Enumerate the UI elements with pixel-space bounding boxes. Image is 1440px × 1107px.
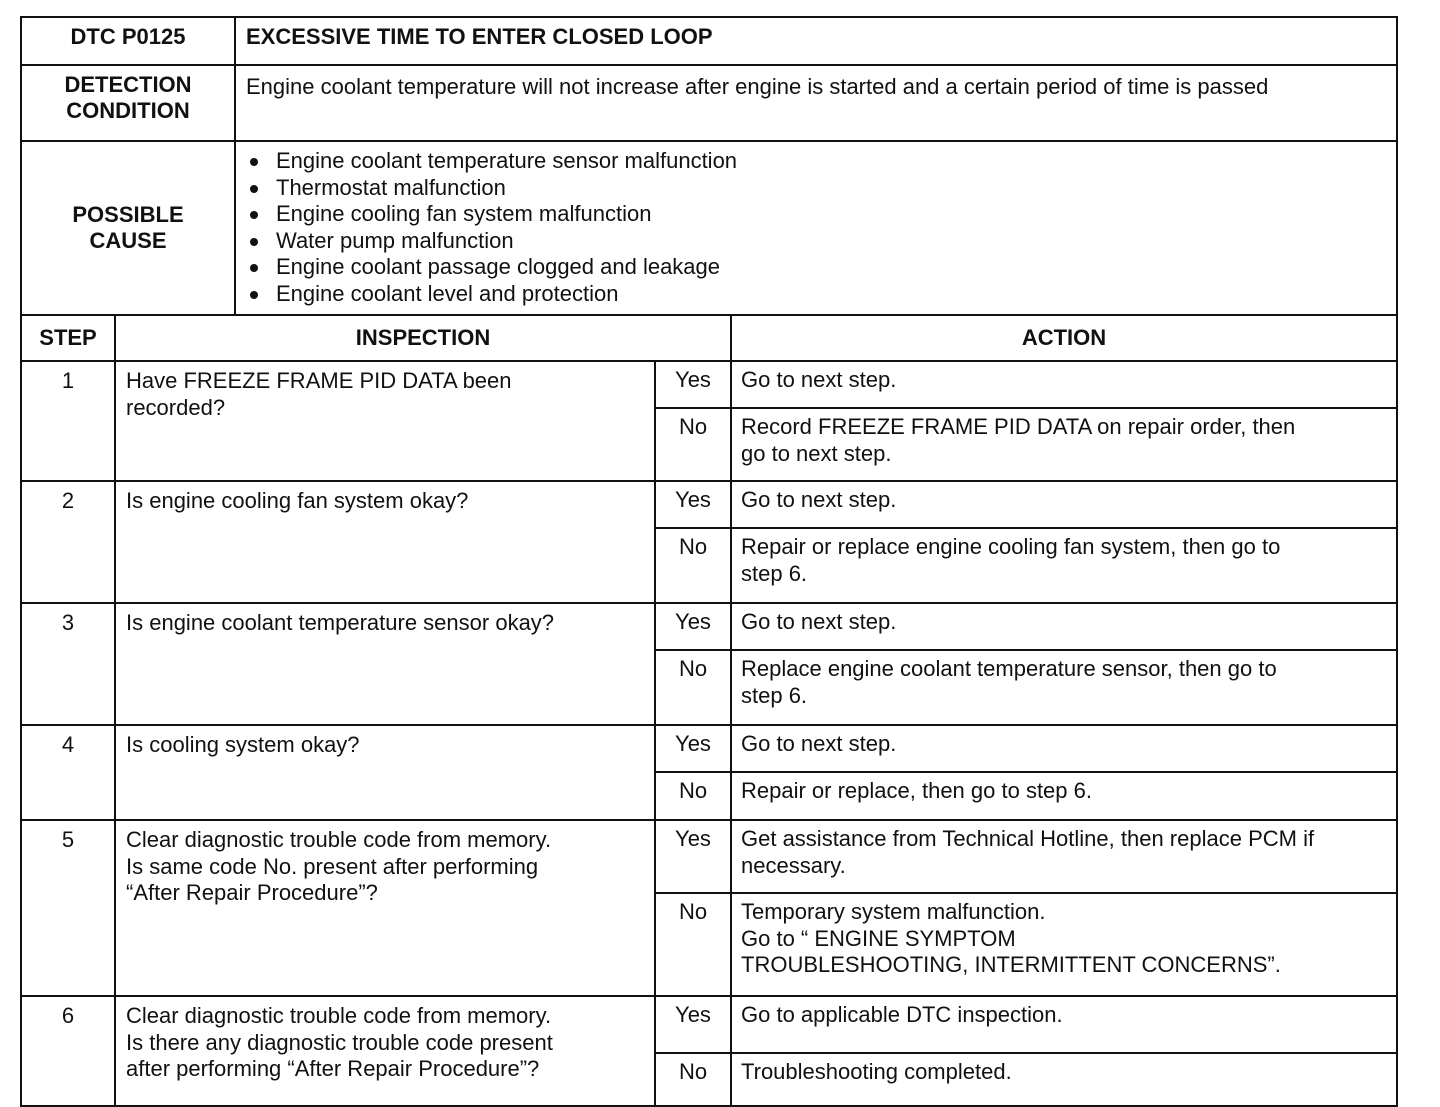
step-row-yes (21, 481, 1397, 528)
step-number: 1 (21, 361, 115, 481)
dtc-header-table (20, 16, 1398, 316)
text-line: Temporary system malfunction. (741, 899, 1046, 924)
cause-item: Engine cooling fan system malfunction (246, 201, 1396, 228)
text-line: go to next step. (741, 440, 892, 466)
inspection-column-header: INSPECTION (115, 315, 731, 361)
step-inspection (115, 481, 655, 603)
cause-label (21, 141, 235, 315)
step-row-yes (21, 725, 1397, 772)
detection-label-line1: DETECTION (64, 72, 192, 97)
text-line: Go to next step. (741, 609, 897, 634)
text-line: Repair or replace, then go to step 6. (741, 778, 1092, 803)
no-label: No (655, 893, 731, 996)
text-line: Go to applicable DTC inspection. (741, 1002, 1063, 1027)
yes-action (731, 481, 1397, 528)
cause-label-line1: POSSIBLE (72, 202, 184, 227)
yes-label: Yes (655, 820, 731, 893)
text-line: Is engine cooling fan system okay? (126, 488, 469, 513)
text-line: Is same code No. present after performing (126, 853, 539, 879)
no-action (731, 772, 1397, 820)
cause-label-line2: CAUSE (89, 228, 167, 253)
step-row-yes (21, 361, 1397, 408)
step-inspection (115, 725, 655, 820)
cause-item: Engine coolant temperature sensor malfunction (246, 148, 1396, 175)
step-row-yes (21, 996, 1397, 1053)
detection-label (21, 65, 235, 141)
step-inspection (115, 603, 655, 725)
no-action (731, 893, 1397, 996)
step-column-header: STEP (21, 315, 115, 361)
text-line: TROUBLESHOOTING, INTERMITTENT CONCERNS”. (741, 952, 1281, 977)
step-row-yes (21, 603, 1397, 650)
step-number: 5 (21, 820, 115, 996)
text-line: Record FREEZE FRAME PID DATA on repair order, then (741, 414, 1296, 439)
dtc-title: EXCESSIVE TIME TO ENTER CLOSED LOOP (235, 17, 1397, 65)
text-line: “After Repair Procedure”? (126, 880, 378, 905)
step-number: 3 (21, 603, 115, 725)
detection-text: Engine coolant temperature will not increase after engine is started and a certain period of time is passed (235, 65, 1397, 141)
step-inspection (115, 996, 655, 1106)
yes-label: Yes (655, 725, 731, 772)
text-line: Clear diagnostic trouble code from memory. (126, 1003, 552, 1028)
steps-table-body (20, 360, 1398, 1107)
text-line: Have FREEZE FRAME PID DATA been (126, 368, 512, 393)
yes-action (731, 725, 1397, 772)
text-line: Repair or replace engine cooling fan system, then go to (741, 534, 1281, 559)
cause-item: Water pump malfunction (246, 228, 1396, 255)
cause-item: Engine coolant passage clogged and leakage (246, 254, 1396, 281)
text-line: Is there any diagnostic trouble code present (126, 1029, 553, 1055)
yes-label: Yes (655, 996, 731, 1053)
step-number: 4 (21, 725, 115, 820)
text-line: step 6. (741, 560, 808, 586)
dtc-title-row (21, 17, 1397, 65)
no-action (731, 1053, 1397, 1106)
yes-label: Yes (655, 361, 731, 408)
no-label: No (655, 528, 731, 603)
step-inspection (115, 820, 655, 996)
text-line: Is engine coolant temperature sensor okay? (126, 610, 555, 635)
text-line: Replace engine coolant temperature sensor, then go to (741, 656, 1277, 681)
yes-label: Yes (655, 603, 731, 650)
text-line: Troubleshooting completed. (741, 1059, 1012, 1084)
no-action (731, 528, 1397, 603)
detection-label-line2: CONDITION (66, 98, 190, 123)
text-line: Clear diagnostic trouble code from memory. (126, 827, 552, 852)
yes-action (731, 820, 1397, 893)
no-label: No (655, 650, 731, 725)
text-line: recorded? (126, 394, 226, 420)
dtc-document (20, 16, 1398, 1107)
cause-list (236, 142, 1396, 308)
yes-label: Yes (655, 481, 731, 528)
steps-body (20, 360, 1398, 1107)
text-line: Go to “ ENGINE SYMPTOM (741, 925, 1016, 951)
text-line: necessary. (741, 852, 846, 878)
possible-cause-row (21, 141, 1397, 315)
step-number: 2 (21, 481, 115, 603)
action-column-header: ACTION (731, 315, 1397, 361)
no-action (731, 408, 1397, 481)
steps-table (20, 314, 1398, 362)
dtc-code: DTC P0125 (21, 17, 235, 65)
text-line: Go to next step. (741, 487, 897, 512)
no-label: No (655, 408, 731, 481)
text-line: Get assistance from Technical Hotline, then replace PCM if (741, 826, 1315, 851)
cause-list-cell (235, 141, 1397, 315)
no-label: No (655, 772, 731, 820)
text-line: after performing “After Repair Procedure”? (126, 1056, 540, 1081)
yes-action (731, 361, 1397, 408)
text-line: Go to next step. (741, 367, 897, 392)
no-label: No (655, 1053, 731, 1106)
column-header-row (21, 315, 1397, 361)
step-row-yes (21, 820, 1397, 893)
cause-item: Engine coolant level and protection (246, 281, 1396, 308)
step-number: 6 (21, 996, 115, 1106)
text-line: Go to next step. (741, 731, 897, 756)
yes-action (731, 996, 1397, 1053)
cause-item: Thermostat malfunction (246, 175, 1396, 202)
yes-action (731, 603, 1397, 650)
text-line: Is cooling system okay? (126, 732, 360, 757)
detection-row (21, 65, 1397, 141)
text-line: step 6. (741, 682, 808, 708)
step-inspection (115, 361, 655, 481)
no-action (731, 650, 1397, 725)
